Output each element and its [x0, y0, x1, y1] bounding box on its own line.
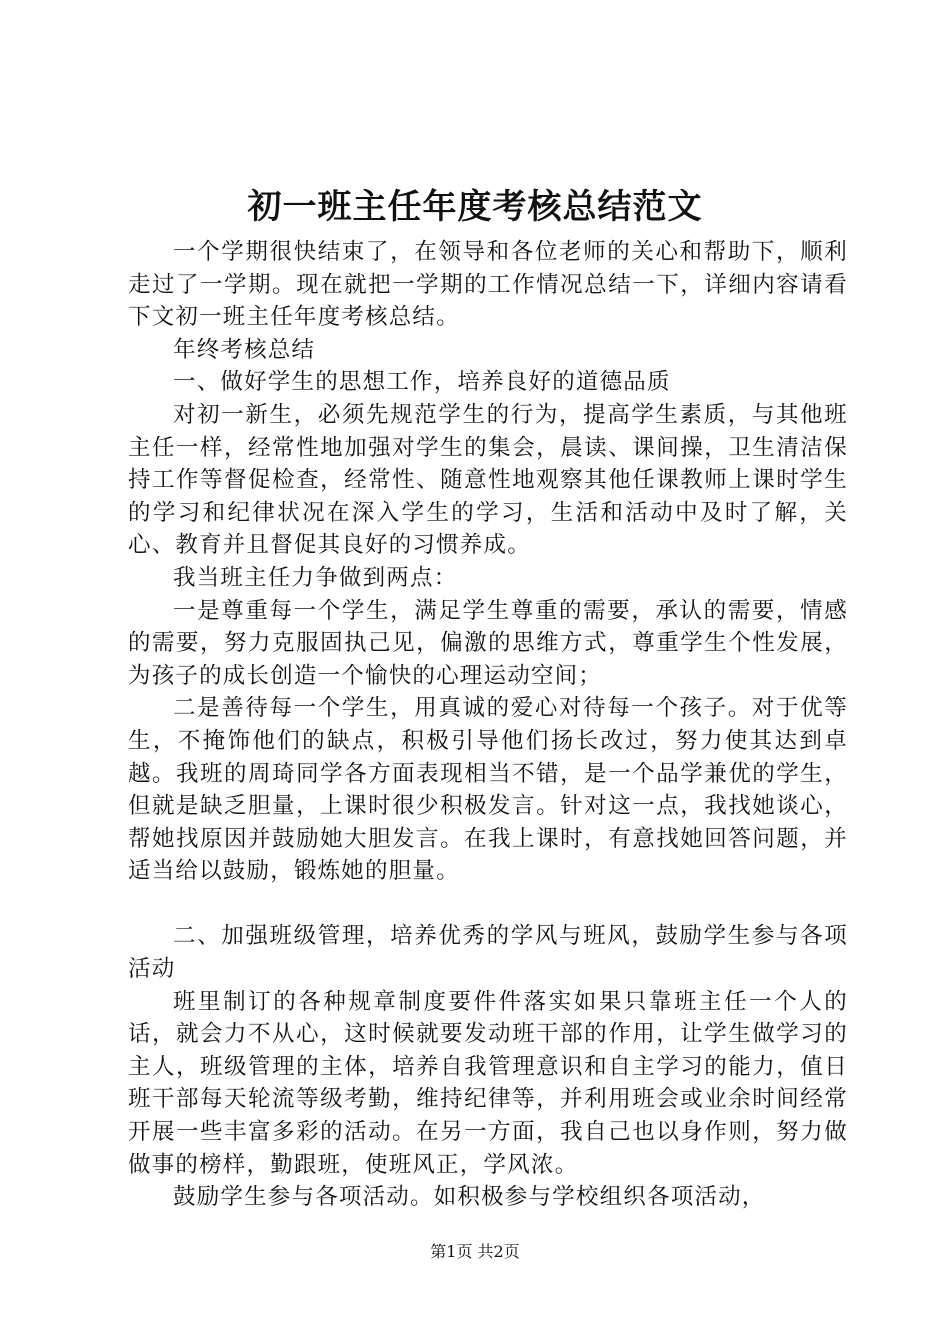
paragraph-point-two: 二是善待每一个学生，用真诚的爱心对待每一个孩子。对于优等生，不掩饰他们的缺点，积极引导他们扬长改过，努力使其达到卓越。我班的周琦同学各方面表现相当不错，是一个品学兼优的学生，但就是缺乏胆量，上课时很少积极发言。针对这一点，我找她谈心，帮她找原因并鼓励她大胆发言。在我上课时，有意找她回答问题，并适当给以鼓励，锻炼她的胆量。	[128, 695, 848, 885]
document-title: 初一班主任年度考核总结范文	[247, 187, 703, 227]
section-heading-2: 二、加强班级管理，培养优秀的学风与班风，鼓励学生参与各项活动	[128, 923, 848, 983]
paragraph-spacer	[128, 888, 848, 921]
document-body	[128, 236, 848, 1214]
paragraph-point-one: 一是尊重每一个学生，满足学生尊重的需要，承认的需要，情感的需要，努力克服固执己见，偏激的思维方式，尊重学生个性发展，为孩子的成长创造一个愉快的心理运动空间；	[128, 597, 848, 689]
paragraph-section2-body: 班里制订的各种规章制度要件件落实如果只靠班主任一个人的话，就会力不从心，这时候就要发动班干部的作用，让学生做学习的主人，班级管理的主体，培养自我管理意识和自主学习的能力，值日班干部每天轮流等级考勤，维持纪律等，并利用班会或业余时间经常开展一些丰富多彩的活动。在另一方面，我自己也以身作则，努力做做事的榜样，勤跟班，使班风正，学风浓。	[128, 988, 848, 1178]
paragraph-activities: 鼓励学生参与各项活动。如积极参与学校组织各项活动，	[173, 1184, 766, 1211]
paragraph-two-points: 我当班主任力争做到两点：	[173, 564, 458, 591]
page-footer: 第1页 共2页	[430, 1242, 520, 1261]
paragraph-section1-body: 对初一新生，必须先规范学生的行为，提高学生素质，与其他班主任一样，经常性地加强对学生的集会，晨读、课间操，卫生清洁保持工作等督促检查，经常性、随意性地观察其他任课教师上课时学生的学习和纪律状况在深入学生的学习，生活和活动中及时了解，关心、教育并且督促其良好的习惯养成。	[128, 401, 848, 559]
paragraph-subtitle: 年终考核总结	[173, 336, 316, 363]
section-heading-1: 一、做好学生的思想工作，培养良好的道德品质	[173, 369, 671, 396]
paragraph-intro: 一个学期很快结束了，在领导和各位老师的关心和帮助下，顺利走过了一学期。现在就把一学期的工作情况总结一下，详细内容请看下文初一班主任年度考核总结。	[128, 239, 848, 331]
